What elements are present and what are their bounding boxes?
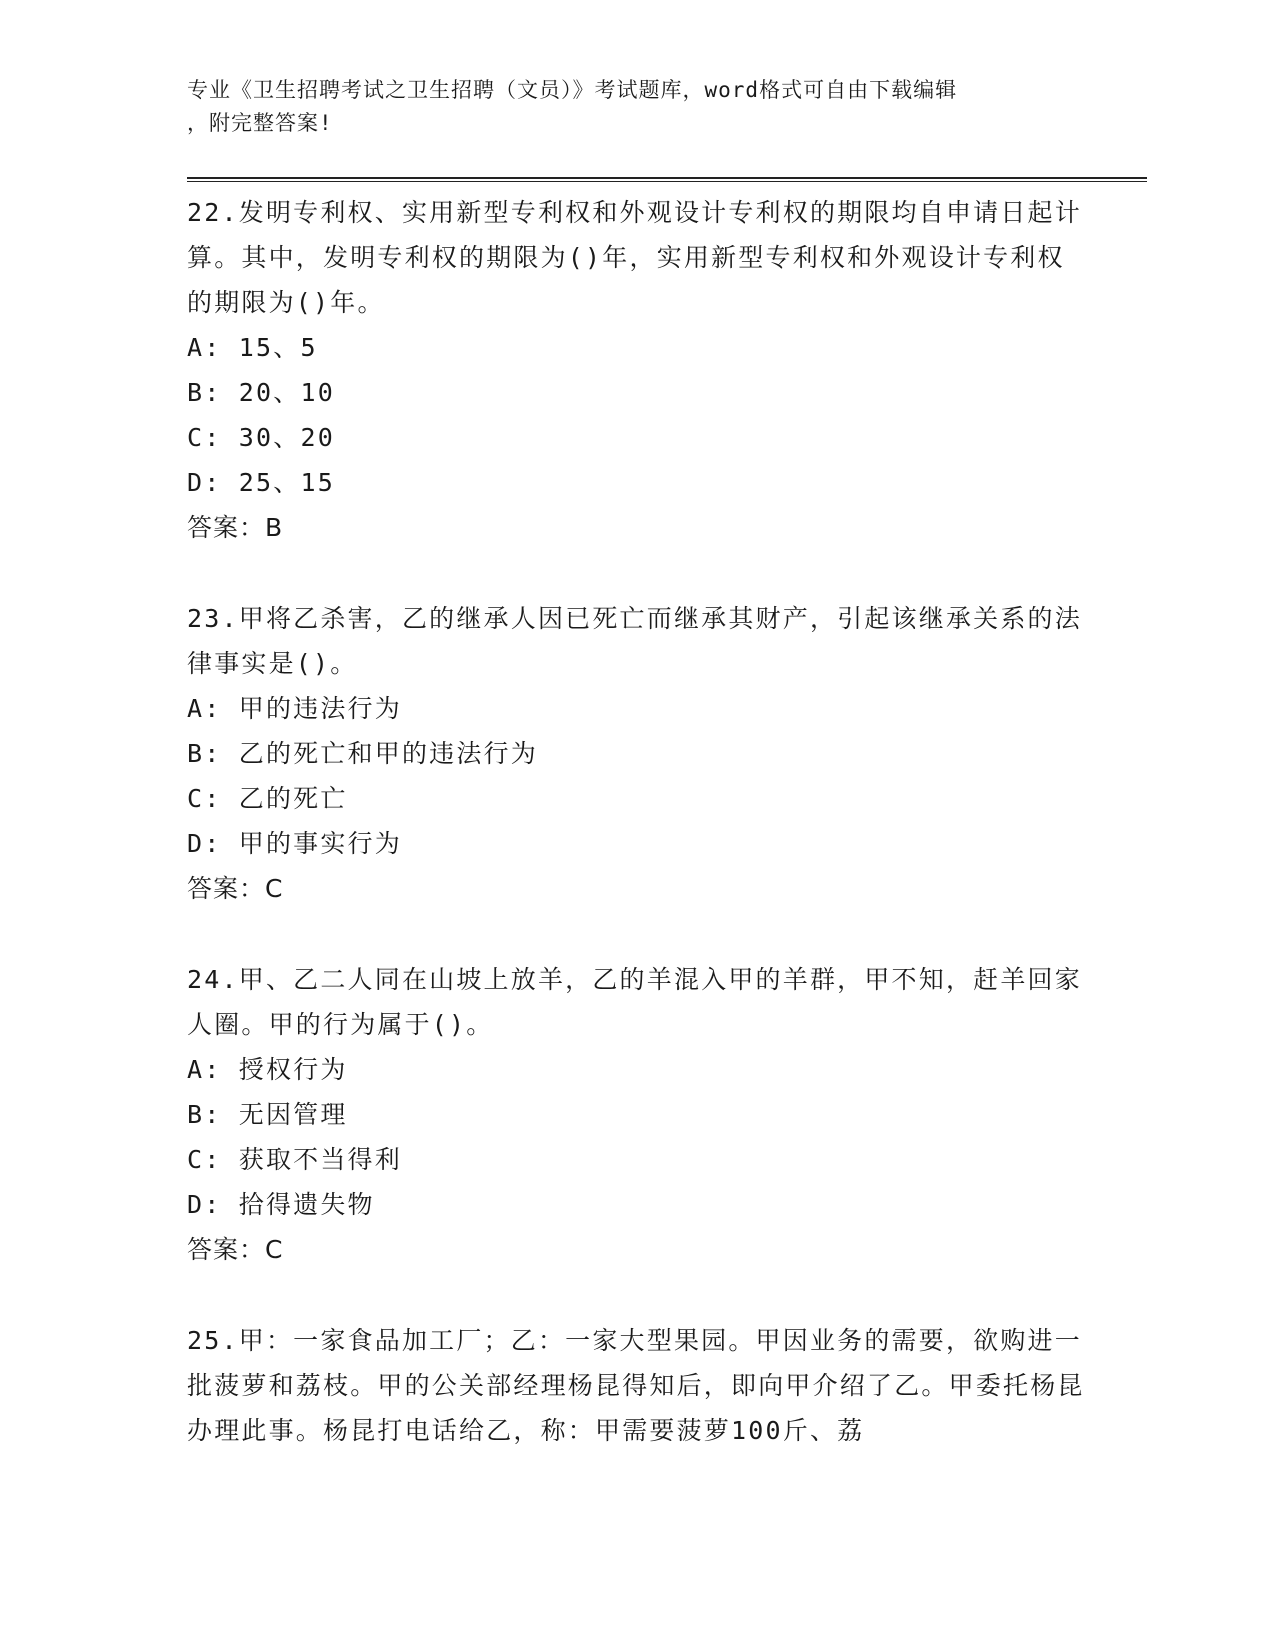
question-stem: 23.甲将乙杀害，乙的继承人因已死亡而继承其财产，引起该继承关系的法律事实是()。 (187, 604, 1082, 678)
option-c: C: 30、20 (187, 423, 335, 452)
option-d: D: 拾得遗失物 (187, 1190, 375, 1219)
question-25 (187, 1318, 1087, 1453)
answer: 答案：C (187, 1235, 284, 1264)
question-22 (187, 190, 1087, 550)
option-a: A: 甲的违法行为 (187, 694, 402, 723)
option-b: B: 无因管理 (187, 1100, 348, 1129)
option-d: D: 甲的事实行为 (187, 829, 402, 858)
document-header (187, 74, 1067, 140)
question-stem: 24.甲、乙二人同在山坡上放羊，乙的羊混入甲的羊群，甲不知，赶羊回家人圈。甲的行为属于()。 (187, 965, 1082, 1039)
question-stem: 22.发明专利权、实用新型专利权和外观设计专利权的期限均自申请日起计算。其中，发明专利权的期限为()年，实用新型专利权和外观设计专利权的期限为()年。 (187, 198, 1082, 317)
header-divider (187, 177, 1147, 182)
option-b: B: 乙的死亡和甲的违法行为 (187, 739, 538, 768)
question-stem: 25.甲：一家食品加工厂；乙：一家大型果园。甲因业务的需要，欲购进一批菠萝和荔枝。甲的公关部经理杨昆得知后，即向甲介绍了乙。甲委托杨昆办理此事。杨昆打电话给乙，称：甲需要菠萝100斤、荔 (187, 1326, 1085, 1445)
option-a: A: 授权行为 (187, 1055, 348, 1084)
question-23 (187, 596, 1087, 911)
option-c: C: 乙的死亡 (187, 784, 348, 813)
answer: 答案：B (187, 513, 284, 542)
option-c: C: 获取不当得利 (187, 1145, 402, 1174)
answer: 答案：C (187, 874, 284, 903)
header-line-2: ，附完整答案! (187, 111, 333, 135)
header-line-1: 专业《卫生招聘考试之卫生招聘（文员）》考试题库，word格式可自由下载编辑 (187, 78, 958, 102)
question-24 (187, 957, 1087, 1272)
option-a: A: 15、5 (187, 333, 318, 362)
option-d: D: 25、15 (187, 468, 335, 497)
option-b: B: 20、10 (187, 378, 335, 407)
question-list (187, 190, 1087, 1499)
